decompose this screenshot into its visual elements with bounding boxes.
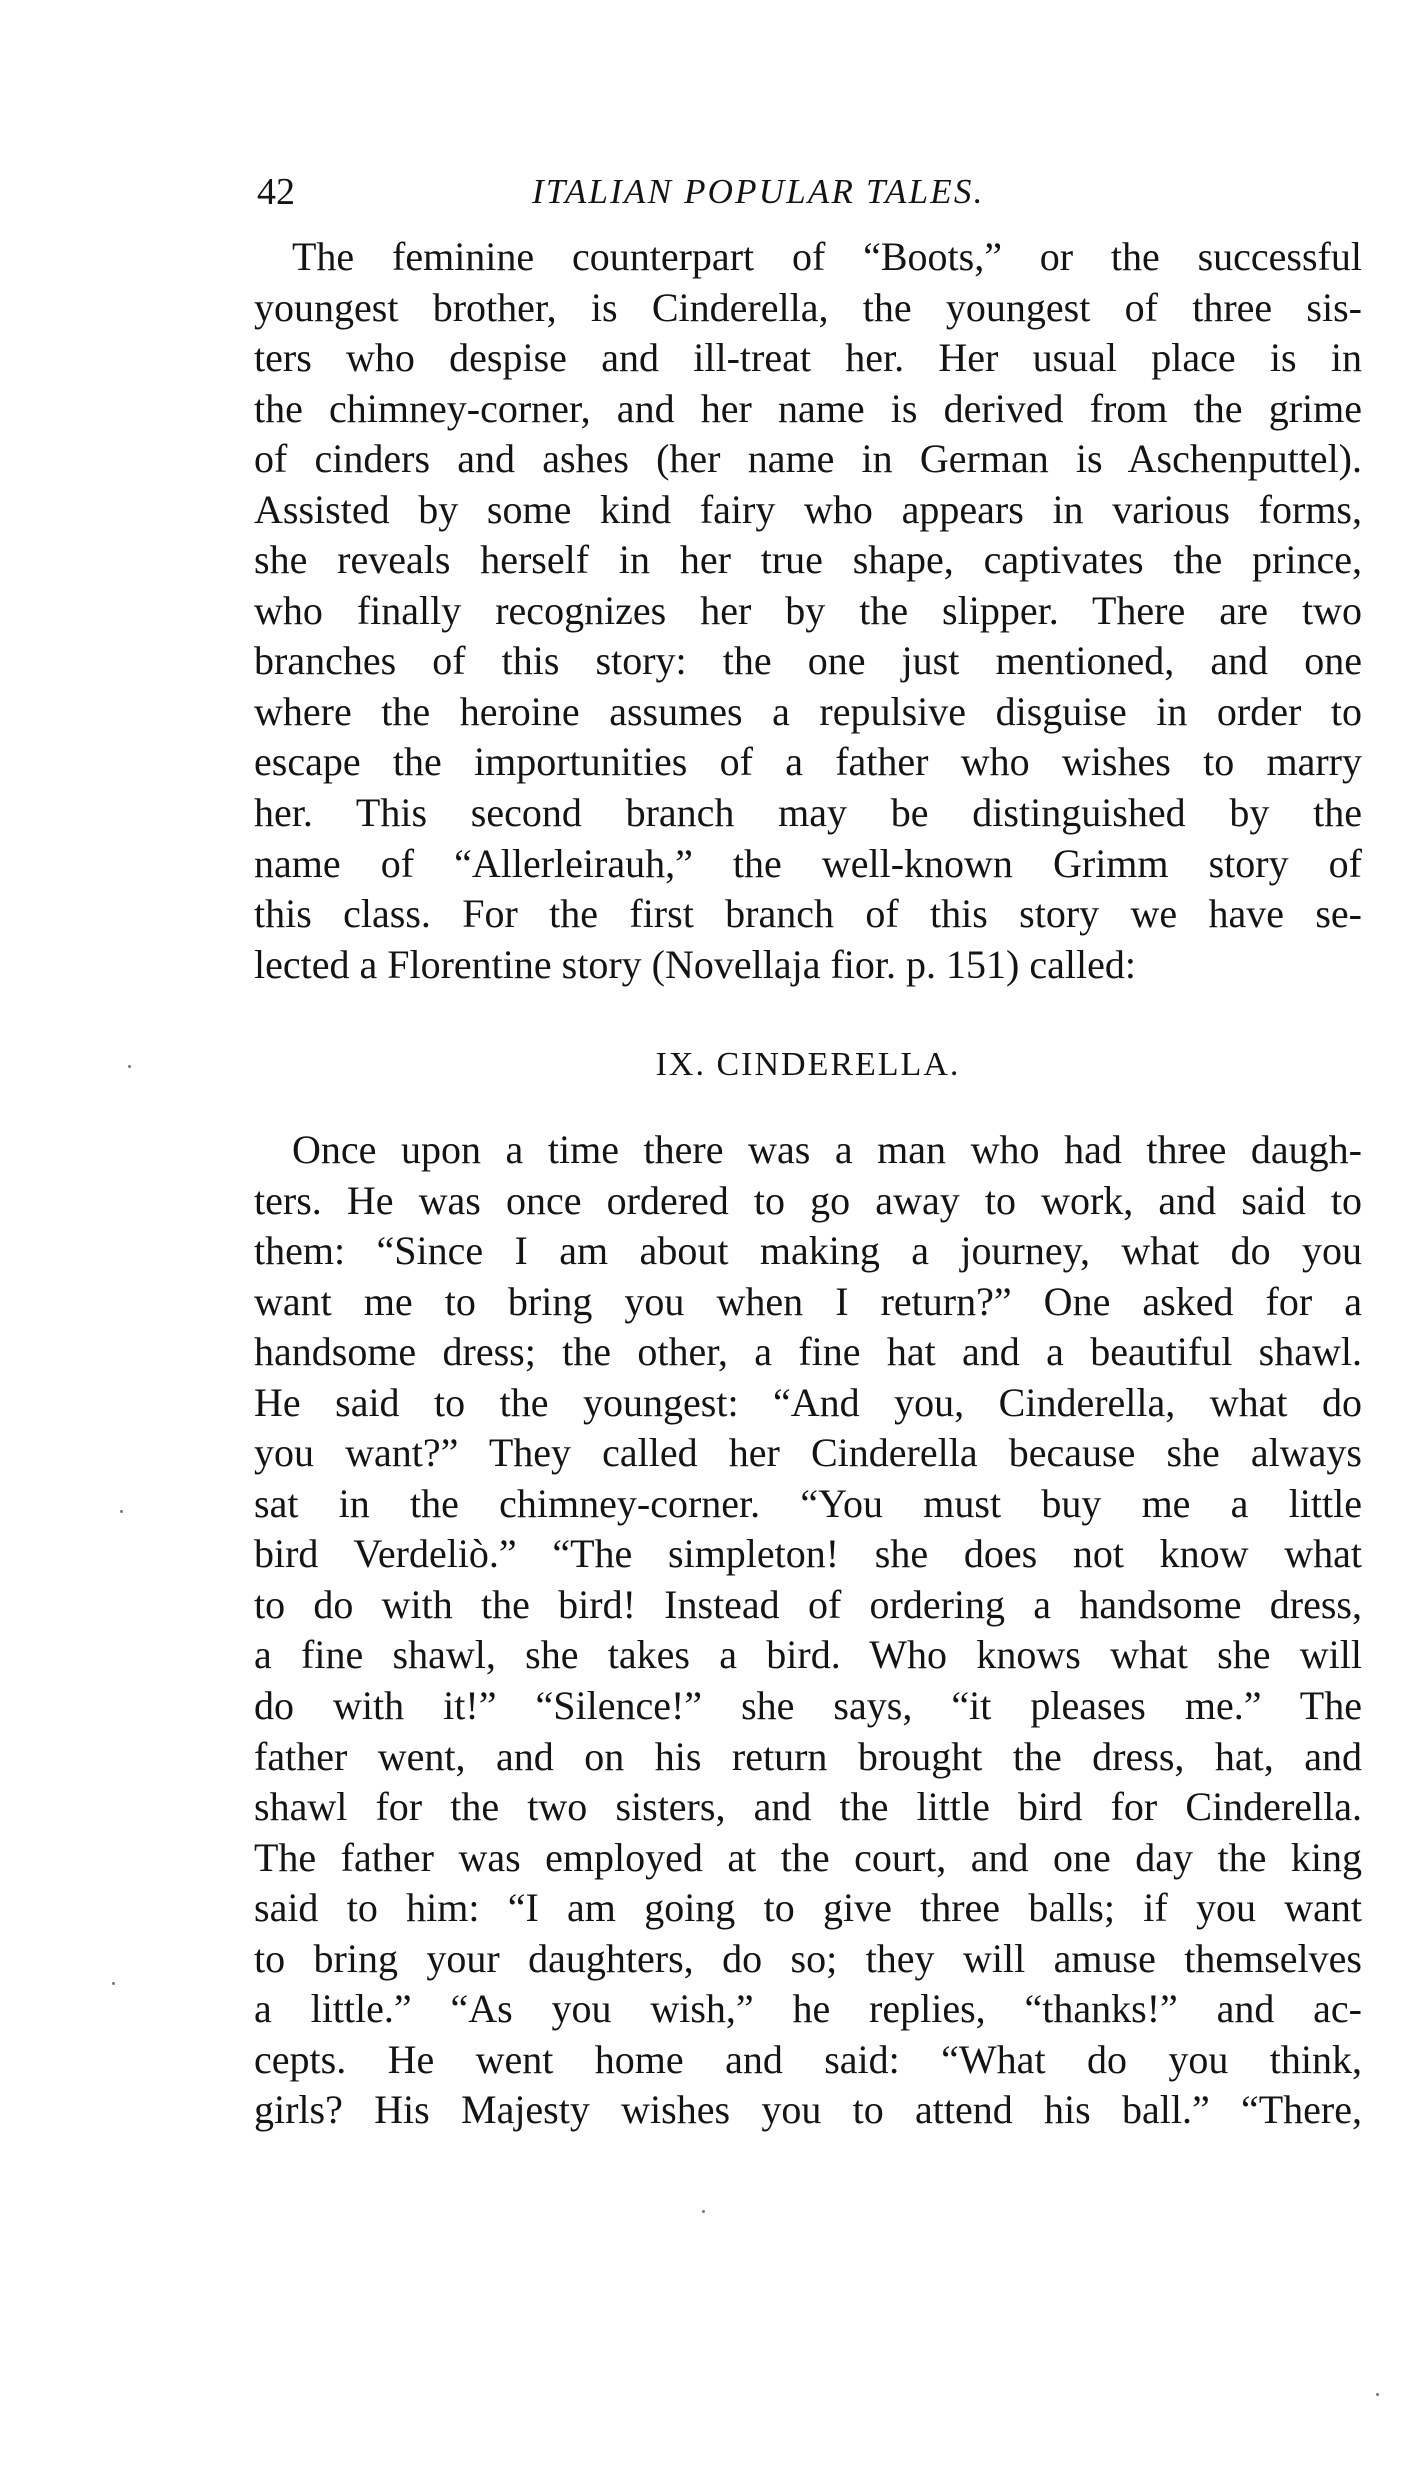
paper-speck (120, 1510, 123, 1513)
text-line: branches of this story: the one just mentioned, and one (254, 638, 1362, 684)
text-line: a fine shawl, she takes a bird. Who knows what she will (254, 1632, 1362, 1678)
paper-speck (128, 1065, 131, 1068)
text-line: bird Verdeliò.” “The simpleton! she does not know what (254, 1531, 1362, 1577)
paper-speck (1376, 2393, 1379, 2396)
story-paragraph (254, 1125, 1362, 2136)
text-line: The feminine counterpart of “Boots,” or the successful (292, 234, 1362, 279)
text-line: ters. He was once ordered to go away to work, and said to (254, 1177, 1362, 1223)
text-line: He said to the youngest: “And you, Cinderella, what do (254, 1379, 1362, 1425)
running-title: ITALIAN POPULAR TALES. (532, 172, 985, 211)
text-line: girls? His Majesty wishes you to attend his ball.” “There, (254, 2087, 1362, 2133)
paper-speck (112, 1982, 115, 1985)
text-line: want me to bring you when I return?” One asked for a (254, 1278, 1362, 1324)
text-line: The father was employed at the court, and one day the king (254, 1834, 1362, 1880)
text-line: this class. For the first branch of this story we have se- (254, 891, 1362, 937)
text-line: escape the importunities of a father who wishes to marry (254, 739, 1362, 785)
text-line: name of “Allerleirauh,” the well-known Grimm story of (254, 840, 1362, 886)
text-line: you want?” They called her Cinderella because she always (254, 1430, 1362, 1476)
text-line: of cinders and ashes (her name in German is Aschenputtel). (254, 436, 1362, 482)
text-line: father went, and on his return brought the dress, hat, and (254, 1733, 1362, 1779)
text-line: Once upon a time there was a man who had three daugh- (292, 1127, 1362, 1172)
text-line: sat in the chimney-corner. “You must buy me a little (254, 1480, 1362, 1526)
section-heading: IX. CINDERELLA. (655, 1046, 961, 1083)
text-line: she reveals herself in her true shape, captivates the prince, (254, 537, 1362, 583)
text-line: shawl for the two sisters, and the little bird for Cinderella. (254, 1784, 1362, 1830)
text-line: to do with the bird! Instead of ordering a handsome dress, (254, 1581, 1362, 1627)
text-line: a little.” “As you wish,” he replies, “thanks!” and ac- (254, 1986, 1362, 2032)
text-line: her. This second branch may be distinguished by the (254, 790, 1362, 836)
text-line: to bring your daughters, do so; they will amuse themselves (254, 1935, 1362, 1981)
text-line: youngest brother, is Cinderella, the youngest of three sis- (254, 284, 1362, 330)
text-line: Assisted by some kind fairy who appears in various forms, (254, 486, 1362, 532)
text-line: cepts. He went home and said: “What do you think, (254, 2036, 1362, 2082)
running-head (257, 168, 1362, 216)
text-line: lected a Florentine story (Novellaja fior. p. 151) called: (254, 941, 1136, 987)
text-line: the chimney-corner, and her name is derived from the grime (254, 385, 1362, 431)
paper-speck (702, 2210, 705, 2213)
text-line: them: “Since I am about making a journey, what do you (254, 1228, 1362, 1274)
text-line: where the heroine assumes a repulsive disguise in order to (254, 688, 1362, 734)
intro-paragraph (254, 232, 1362, 990)
text-line: who finally recognizes her by the slipper. There are two (254, 587, 1362, 633)
text-line: handsome dress; the other, a fine hat and a beautiful shawl. (254, 1329, 1362, 1375)
text-line: said to him: “I am going to give three balls; if you want (254, 1885, 1362, 1931)
page-number: 42 (257, 171, 295, 213)
text-line: ters who despise and ill-treat her. Her usual place is in (254, 335, 1362, 381)
text-line: do with it!” “Silence!” she says, “it pleases me.” The (254, 1683, 1362, 1729)
